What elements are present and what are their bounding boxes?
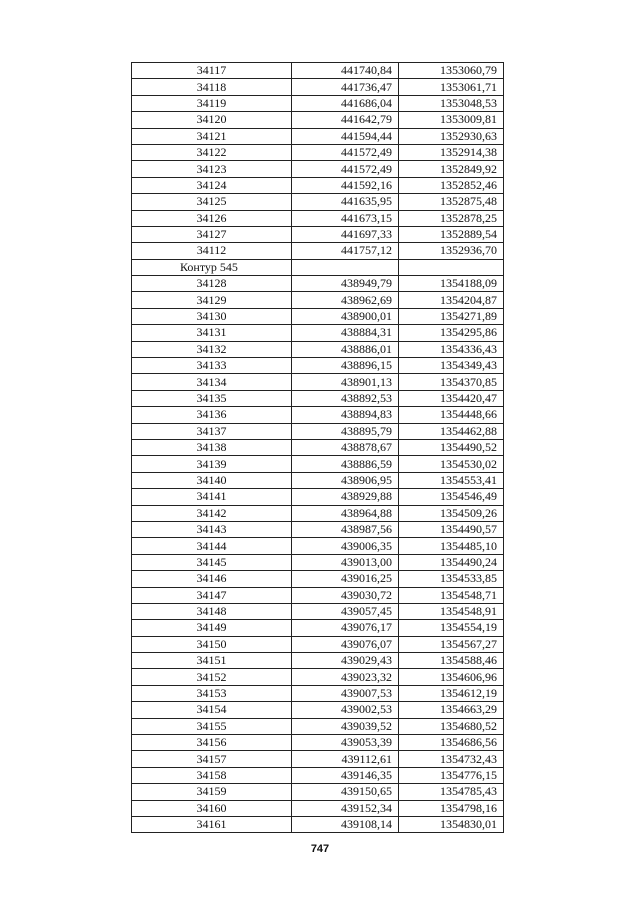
point-number-cell: 34125 bbox=[132, 194, 292, 210]
x-coordinate-cell: 441673,15 bbox=[292, 210, 399, 226]
x-coordinate-cell: 441572,49 bbox=[292, 144, 399, 160]
y-coordinate-cell: 1354295,86 bbox=[399, 325, 504, 341]
point-number-cell: 34122 bbox=[132, 144, 292, 160]
table-row bbox=[132, 407, 504, 423]
table-row bbox=[132, 308, 504, 324]
point-number-cell: 34137 bbox=[132, 423, 292, 439]
y-coordinate-cell: 1354370,85 bbox=[399, 374, 504, 390]
y-coordinate-cell: 1354509,26 bbox=[399, 505, 504, 521]
contour-header-row bbox=[132, 259, 504, 275]
table-row bbox=[132, 439, 504, 455]
table-row bbox=[132, 210, 504, 226]
table-row bbox=[132, 472, 504, 488]
point-number-cell: 34144 bbox=[132, 538, 292, 554]
point-number-cell: 34140 bbox=[132, 472, 292, 488]
x-coordinate-cell: 439146,35 bbox=[292, 767, 399, 783]
x-coordinate-cell: 438894,83 bbox=[292, 407, 399, 423]
y-coordinate-cell: 1354553,41 bbox=[399, 472, 504, 488]
point-number-cell: 34120 bbox=[132, 112, 292, 128]
y-coordinate-cell: 1354448,66 bbox=[399, 407, 504, 423]
point-number-cell: 34156 bbox=[132, 735, 292, 751]
point-number-cell: 34126 bbox=[132, 210, 292, 226]
table-row bbox=[132, 603, 504, 619]
point-number-cell: 34134 bbox=[132, 374, 292, 390]
point-number-cell: 34148 bbox=[132, 603, 292, 619]
table-row bbox=[132, 521, 504, 537]
table-row bbox=[132, 374, 504, 390]
table-row bbox=[132, 95, 504, 111]
empty-cell bbox=[292, 259, 399, 275]
point-number-cell: 34155 bbox=[132, 718, 292, 734]
point-number-cell: 34146 bbox=[132, 571, 292, 587]
x-coordinate-cell: 441642,79 bbox=[292, 112, 399, 128]
y-coordinate-cell: 1354271,89 bbox=[399, 308, 504, 324]
x-coordinate-cell: 439039,52 bbox=[292, 718, 399, 734]
table-row bbox=[132, 325, 504, 341]
x-coordinate-cell: 441592,16 bbox=[292, 177, 399, 193]
point-number-cell: 34119 bbox=[132, 95, 292, 111]
point-number-cell: 34133 bbox=[132, 358, 292, 374]
point-number-cell: 34161 bbox=[132, 816, 292, 832]
x-coordinate-cell: 438949,79 bbox=[292, 276, 399, 292]
y-coordinate-cell: 1354686,56 bbox=[399, 735, 504, 751]
x-coordinate-cell: 439030,72 bbox=[292, 587, 399, 603]
point-number-cell: 34117 bbox=[132, 63, 292, 79]
table-row bbox=[132, 784, 504, 800]
table-row bbox=[132, 456, 504, 472]
point-number-cell: 34159 bbox=[132, 784, 292, 800]
x-coordinate-cell: 439112,61 bbox=[292, 751, 399, 767]
point-number-cell: 34123 bbox=[132, 161, 292, 177]
x-coordinate-cell: 439016,25 bbox=[292, 571, 399, 587]
point-number-cell: 34131 bbox=[132, 325, 292, 341]
y-coordinate-cell: 1354554,19 bbox=[399, 620, 504, 636]
y-coordinate-cell: 1354567,27 bbox=[399, 636, 504, 652]
point-number-cell: 34129 bbox=[132, 292, 292, 308]
x-coordinate-cell: 438906,95 bbox=[292, 472, 399, 488]
y-coordinate-cell: 1354490,57 bbox=[399, 521, 504, 537]
x-coordinate-cell: 438987,56 bbox=[292, 521, 399, 537]
table-row bbox=[132, 128, 504, 144]
x-coordinate-cell: 439053,39 bbox=[292, 735, 399, 751]
y-coordinate-cell: 1354606,96 bbox=[399, 669, 504, 685]
coordinates-table-body bbox=[132, 63, 504, 833]
table-row bbox=[132, 423, 504, 439]
x-coordinate-cell: 441740,84 bbox=[292, 63, 399, 79]
y-coordinate-cell: 1352930,63 bbox=[399, 128, 504, 144]
table-row bbox=[132, 226, 504, 242]
x-coordinate-cell: 438886,59 bbox=[292, 456, 399, 472]
y-coordinate-cell: 1354462,88 bbox=[399, 423, 504, 439]
y-coordinate-cell: 1354336,43 bbox=[399, 341, 504, 357]
point-number-cell: 34121 bbox=[132, 128, 292, 144]
point-number-cell: 34136 bbox=[132, 407, 292, 423]
x-coordinate-cell: 441686,04 bbox=[292, 95, 399, 111]
point-number-cell: 34153 bbox=[132, 685, 292, 701]
point-number-cell: 34132 bbox=[132, 341, 292, 357]
y-coordinate-cell: 1354420,47 bbox=[399, 390, 504, 406]
table-row bbox=[132, 751, 504, 767]
y-coordinate-cell: 1354548,71 bbox=[399, 587, 504, 603]
x-coordinate-cell: 438929,88 bbox=[292, 489, 399, 505]
table-row bbox=[132, 358, 504, 374]
point-number-cell: 34139 bbox=[132, 456, 292, 472]
y-coordinate-cell: 1354490,52 bbox=[399, 439, 504, 455]
table-row bbox=[132, 292, 504, 308]
x-coordinate-cell: 439076,07 bbox=[292, 636, 399, 652]
point-number-cell: 34124 bbox=[132, 177, 292, 193]
x-coordinate-cell: 441757,12 bbox=[292, 243, 399, 259]
table-row bbox=[132, 79, 504, 95]
y-coordinate-cell: 1354732,43 bbox=[399, 751, 504, 767]
y-coordinate-cell: 1354776,15 bbox=[399, 767, 504, 783]
coordinates-table bbox=[131, 62, 504, 833]
point-number-cell: 34157 bbox=[132, 751, 292, 767]
table-row bbox=[132, 669, 504, 685]
table-row bbox=[132, 194, 504, 210]
y-coordinate-cell: 1353048,53 bbox=[399, 95, 504, 111]
page-number: 747 bbox=[310, 843, 330, 855]
y-coordinate-cell: 1354490,24 bbox=[399, 554, 504, 570]
table-row bbox=[132, 735, 504, 751]
table-row bbox=[132, 144, 504, 160]
table-row bbox=[132, 63, 504, 79]
x-coordinate-cell: 438964,88 bbox=[292, 505, 399, 521]
point-number-cell: 34138 bbox=[132, 439, 292, 455]
x-coordinate-cell: 441736,47 bbox=[292, 79, 399, 95]
x-coordinate-cell: 439057,45 bbox=[292, 603, 399, 619]
x-coordinate-cell: 438892,53 bbox=[292, 390, 399, 406]
y-coordinate-cell: 1353009,81 bbox=[399, 112, 504, 128]
point-number-cell: 34150 bbox=[132, 636, 292, 652]
point-number-cell: 34141 bbox=[132, 489, 292, 505]
table-row bbox=[132, 653, 504, 669]
table-row bbox=[132, 341, 504, 357]
x-coordinate-cell: 439007,53 bbox=[292, 685, 399, 701]
y-coordinate-cell: 1352875,48 bbox=[399, 194, 504, 210]
y-coordinate-cell: 1354830,01 bbox=[399, 816, 504, 832]
y-coordinate-cell: 1352889,54 bbox=[399, 226, 504, 242]
table-row bbox=[132, 505, 504, 521]
x-coordinate-cell: 439150,65 bbox=[292, 784, 399, 800]
x-coordinate-cell: 441594,44 bbox=[292, 128, 399, 144]
x-coordinate-cell: 438878,67 bbox=[292, 439, 399, 455]
x-coordinate-cell: 439108,14 bbox=[292, 816, 399, 832]
point-number-cell: 34152 bbox=[132, 669, 292, 685]
y-coordinate-cell: 1354204,87 bbox=[399, 292, 504, 308]
table-row bbox=[132, 702, 504, 718]
y-coordinate-cell: 1354785,43 bbox=[399, 784, 504, 800]
point-number-cell: 34112 bbox=[132, 243, 292, 259]
y-coordinate-cell: 1353060,79 bbox=[399, 63, 504, 79]
y-coordinate-cell: 1354485,10 bbox=[399, 538, 504, 554]
table-row bbox=[132, 800, 504, 816]
x-coordinate-cell: 438900,01 bbox=[292, 308, 399, 324]
y-coordinate-cell: 1352852,46 bbox=[399, 177, 504, 193]
x-coordinate-cell: 438901,13 bbox=[292, 374, 399, 390]
table-row bbox=[132, 620, 504, 636]
y-coordinate-cell: 1354188,09 bbox=[399, 276, 504, 292]
table-row bbox=[132, 161, 504, 177]
point-number-cell: 34128 bbox=[132, 276, 292, 292]
x-coordinate-cell: 439152,34 bbox=[292, 800, 399, 816]
x-coordinate-cell: 439013,00 bbox=[292, 554, 399, 570]
x-coordinate-cell: 439002,53 bbox=[292, 702, 399, 718]
y-coordinate-cell: 1354349,43 bbox=[399, 358, 504, 374]
point-number-cell: 34127 bbox=[132, 226, 292, 242]
x-coordinate-cell: 439006,35 bbox=[292, 538, 399, 554]
y-coordinate-cell: 1352914,38 bbox=[399, 144, 504, 160]
point-number-cell: 34160 bbox=[132, 800, 292, 816]
x-coordinate-cell: 441697,33 bbox=[292, 226, 399, 242]
point-number-cell: 34135 bbox=[132, 390, 292, 406]
point-number-cell: 34149 bbox=[132, 620, 292, 636]
y-coordinate-cell: 1354533,85 bbox=[399, 571, 504, 587]
x-coordinate-cell: 438895,79 bbox=[292, 423, 399, 439]
table-row bbox=[132, 554, 504, 570]
y-coordinate-cell: 1354546,49 bbox=[399, 489, 504, 505]
table-row bbox=[132, 685, 504, 701]
x-coordinate-cell: 439029,43 bbox=[292, 653, 399, 669]
table-row bbox=[132, 177, 504, 193]
y-coordinate-cell: 1352936,70 bbox=[399, 243, 504, 259]
table-row bbox=[132, 390, 504, 406]
table-row bbox=[132, 718, 504, 734]
table-row bbox=[132, 243, 504, 259]
x-coordinate-cell: 441572,49 bbox=[292, 161, 399, 177]
y-coordinate-cell: 1354612,19 bbox=[399, 685, 504, 701]
table-row bbox=[132, 112, 504, 128]
table-row bbox=[132, 636, 504, 652]
table-row bbox=[132, 816, 504, 832]
y-coordinate-cell: 1353061,71 bbox=[399, 79, 504, 95]
table-row bbox=[132, 587, 504, 603]
point-number-cell: 34145 bbox=[132, 554, 292, 570]
x-coordinate-cell: 438962,69 bbox=[292, 292, 399, 308]
y-coordinate-cell: 1352849,92 bbox=[399, 161, 504, 177]
y-coordinate-cell: 1354798,16 bbox=[399, 800, 504, 816]
x-coordinate-cell: 438886,01 bbox=[292, 341, 399, 357]
table-row bbox=[132, 276, 504, 292]
x-coordinate-cell: 439076,17 bbox=[292, 620, 399, 636]
point-number-cell: 34118 bbox=[132, 79, 292, 95]
point-number-cell: 34158 bbox=[132, 767, 292, 783]
point-number-cell: 34130 bbox=[132, 308, 292, 324]
point-number-cell: 34147 bbox=[132, 587, 292, 603]
table-row bbox=[132, 571, 504, 587]
y-coordinate-cell: 1354588,46 bbox=[399, 653, 504, 669]
point-number-cell: 34151 bbox=[132, 653, 292, 669]
y-coordinate-cell: 1354663,29 bbox=[399, 702, 504, 718]
x-coordinate-cell: 438896,15 bbox=[292, 358, 399, 374]
point-number-cell: 34154 bbox=[132, 702, 292, 718]
x-coordinate-cell: 438884,31 bbox=[292, 325, 399, 341]
x-coordinate-cell: 441635,95 bbox=[292, 194, 399, 210]
table-row bbox=[132, 489, 504, 505]
contour-label: Контур 545 bbox=[132, 259, 292, 275]
table-row bbox=[132, 767, 504, 783]
point-number-cell: 34143 bbox=[132, 521, 292, 537]
y-coordinate-cell: 1354548,91 bbox=[399, 603, 504, 619]
table-row bbox=[132, 538, 504, 554]
x-coordinate-cell: 439023,32 bbox=[292, 669, 399, 685]
y-coordinate-cell: 1354530,02 bbox=[399, 456, 504, 472]
y-coordinate-cell: 1352878,25 bbox=[399, 210, 504, 226]
point-number-cell: 34142 bbox=[132, 505, 292, 521]
y-coordinate-cell: 1354680,52 bbox=[399, 718, 504, 734]
empty-cell bbox=[399, 259, 504, 275]
